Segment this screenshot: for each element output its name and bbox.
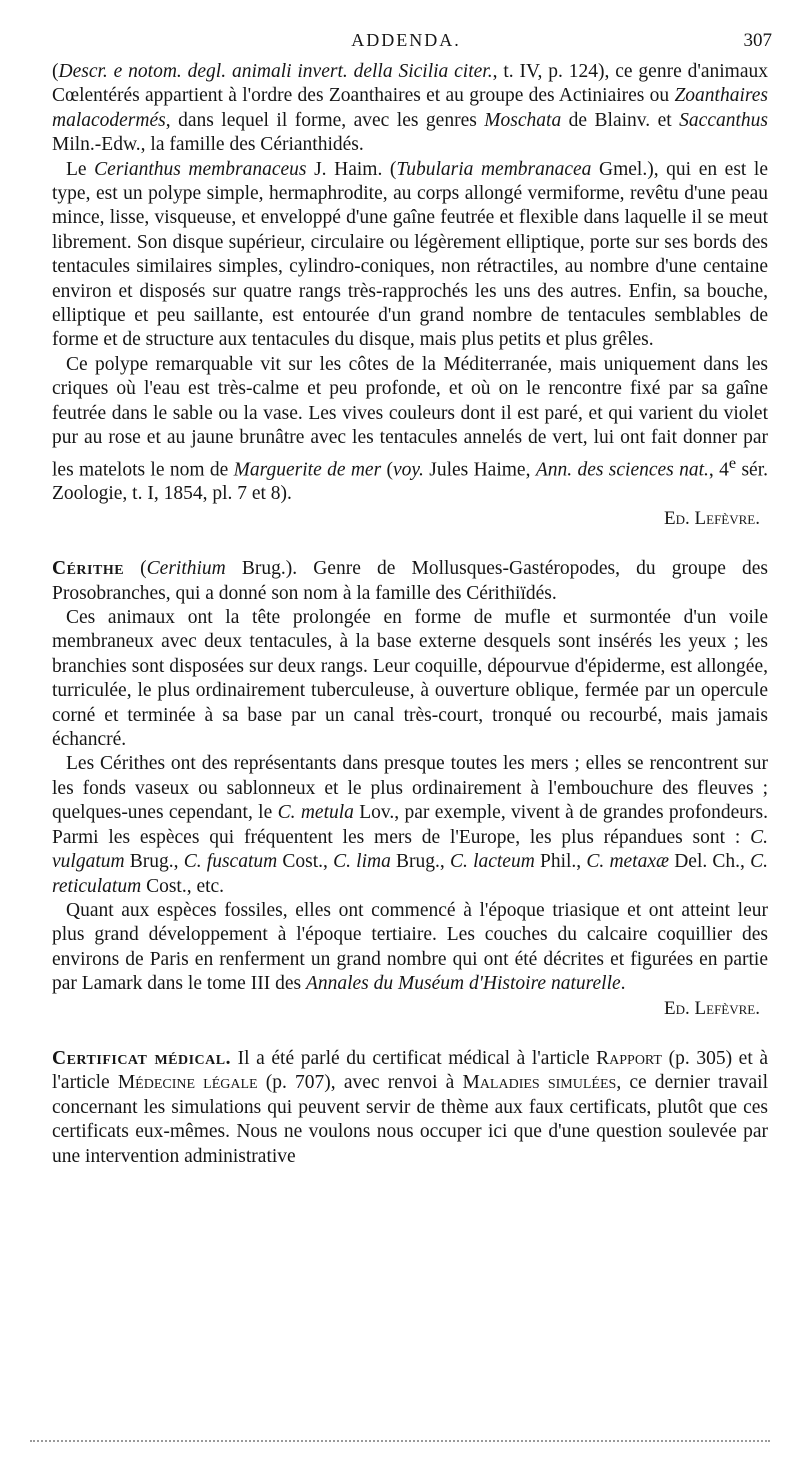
entry-headword: Certificat médical.	[52, 1047, 231, 1069]
paragraph: Le Cerianthus membranaceus J. Haim. (Tubularia membranacea Gmel.), qui en est le type, est un polype simple, hermaphrodite, au corps allongé vermiforme, revêtu d'une peau mince, lisse, visqueuse, et enveloppé d'une gaîne feutrée et flexible dans laquelle il se meut librement. Son disque supérieur, circulaire ou légèrement elliptique, porte sur ses bords des tentacules similaires simples, cylindro-coniques, non rétractiles, au nombre d'une centaine environ et disposés sur quatre rangs très-rapprochés les uns des autres. Enfin, sa bouche, elliptique et peu saillante, est entourée d'un grand nombre de tentacules semblables de forme et de structure aux tentacules du disque, mais plus petits et plus grêles.	[52, 158, 769, 351]
running-head: ADDENDA.	[351, 30, 461, 50]
author-signature: Ed. Lefèvre.	[664, 997, 760, 1019]
author-signature: Ed. Lefèvre.	[664, 507, 760, 529]
page-number: 307	[743, 30, 772, 51]
paragraph: Les Cérithes ont des représentants dans presque toutes les mers ; elles se rencontrent sur les fonds vaseux ou sablonneux et le plus ordinairement à l'embouchure des fleuves ; quelques-unes cependant, le C. metula Lov., par exemple, vivent à de grandes profondeurs. Parmi les espèces qui fréquentent les mers de l'Europe, les plus répandues sont : C. vulgatum Brug., C. fuscatum Cost., C. lima Brug., C. lacteum Phil., C. metaxæ Del. Ch., C. reticulatum Cost., etc.	[52, 753, 769, 897]
cross-reference: Rapport	[596, 1047, 662, 1069]
footer-rule	[30, 1440, 770, 1442]
paragraph: Quant aux espèces fossiles, elles ont commencé à l'époque triasique et ont atteint leur plus grand développement à l'époque tertiaire. Les couches du calcaire coquillier des environs de Paris en renferment un grand nombre qui ont été décrites et figurées en partie par Lamark dans le tome III des Annales du Muséum d'Histoire naturelle.	[52, 899, 768, 995]
page-body	[52, 60, 768, 1169]
article-cerithe	[52, 557, 768, 1021]
page-header	[40, 30, 772, 54]
entry-headword: Cérithe	[52, 558, 125, 580]
paragraph: Ces animaux ont la tête prolongée en forme de mufle et surmontée d'un voile membraneux avec deux tentacules, à la base externe desquels sont insérés les yeux ; les branchies sont disposées sur deux rangs. Leur coquille, dépourvue d'épiderme, est allongée, turriculée, le plus ordinairement tuberculeuse, à ouverture oblique, fermée par un opercule corné et terminée à sa base par un canal très-court, tronqué ou recourbé, mais jamais échancré.	[52, 607, 768, 751]
cross-reference: Médecine légale	[117, 1072, 258, 1094]
paragraph: Ce polype remarquable vit sur les côtes de la Méditerranée, mais uniquement dans les criques où l'eau est très-calme et peu profonde, et où on le rencontre fixé par sa gaîne feutrée dans le sable ou la vase. Les vives couleurs dont il est paré, et qui varient du violet pur au rose et au jaune brunâtre avec les tentacules annelés de vert, lui ont fait donner par les matelots le nom de Marguerite de mer (voy. Jules Haime, Ann. des sciences nat., 4e sér. Zoologie, t. I, 1854, pl. 7 et 8).	[52, 353, 768, 505]
paragraph: (Descr. e notom. degl. animali invert. della Sicilia citer., t. IV, p. 124), ce genre d'animaux Cœlentérés appartient à l'ordre des Zoanthaires et au groupe des Actiniaires ou Zoanthaires malacodermés, dans lequel il forme, avec les genres Moschata de Blainv. et Saccanthus Miln.-Edw., la famille des Cérianthidés.	[52, 61, 768, 156]
article-certificat-medical	[52, 1047, 768, 1169]
cross-reference: Maladies simulées	[462, 1072, 617, 1094]
paragraph: Certificat médical. Il a été parlé du certificat médical à l'article Rapport (p. 305) et à l'article Médecine légale (p. 707), avec renvoi à Maladies simulées, ce dernier travail concernant les simulations qui peuvent servir de thème aux faux certificats, plutôt que ces certificats eux-mêmes. Nous ne voulons nous occuper ici que d'une question soulevée par une intervention administrative	[52, 1047, 768, 1167]
paragraph: Cérithe (Cerithium Brug.). Genre de Mollusques-Gastéropodes, du groupe des Prosobranches, qui a donné son nom à la famille des Cérithiïdés.	[52, 558, 768, 604]
article-cerianthe	[52, 60, 768, 531]
